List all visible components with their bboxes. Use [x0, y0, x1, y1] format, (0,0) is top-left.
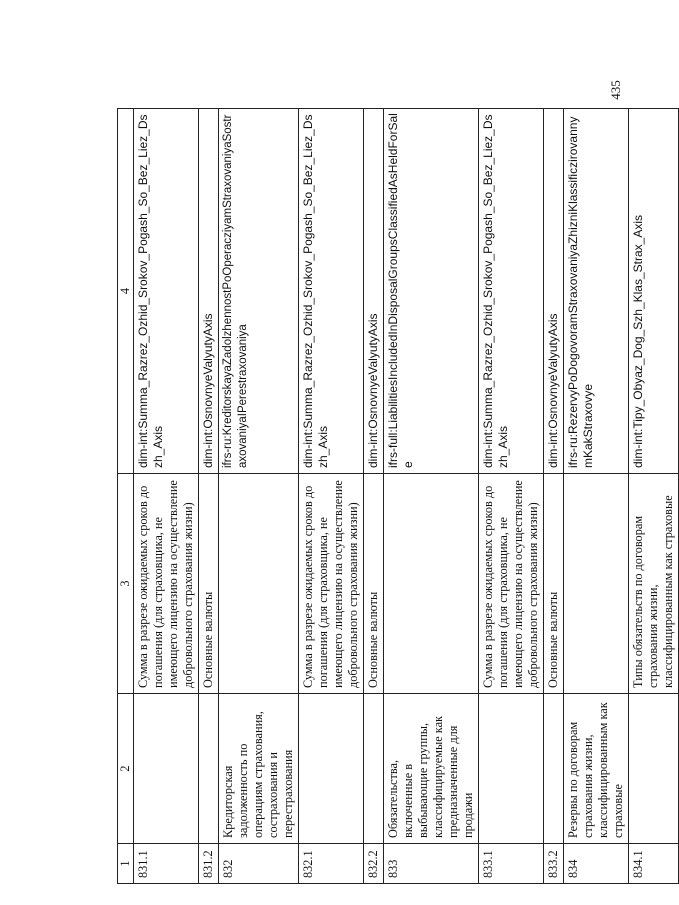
column-header-1: 1 [118, 844, 134, 884]
column-header-3: 3 [118, 474, 134, 694]
table-row [134, 109, 199, 884]
row-taxonomy-element: ifrs-ru:RezervyPoDogovoramStraxovaniyaZhizniKlassificzirovannymKakStraxovye [564, 109, 629, 474]
row-code: 831.2 [199, 844, 219, 884]
row-code: 833.1 [479, 844, 544, 884]
row-taxonomy-element: dim-int:OsnovnyeValyutyAxis [544, 109, 564, 474]
rotated-table-container [117, 109, 675, 884]
row-dimension-name: Основные валюты [199, 474, 219, 694]
row-name [629, 694, 679, 844]
row-code: 834 [564, 844, 629, 884]
row-name: Резервы по договорам страхования жизни, классифицированным как страховые [564, 694, 629, 844]
row-code: 832.1 [299, 844, 364, 884]
row-taxonomy-element: dim-int:OsnovnyeValyutyAxis [364, 109, 384, 474]
page-number: 435 [608, 80, 623, 100]
row-code: 833 [384, 844, 479, 884]
row-dimension-name: Сумма в разрезе ожидаемых сроков до погашения (для страховщика, не имеющего лицензию на осуществление добровольного страхования жизни) [299, 474, 364, 694]
row-name [364, 694, 384, 844]
row-taxonomy-element: ifrs-ru:KreditorskayaZadolzhennostPoOperacziyamStraxovaniyaSostraxovaniyaIPerestraxovaniya [219, 109, 299, 474]
row-dimension-name [564, 474, 629, 694]
table-row [199, 109, 219, 884]
row-dimension-name: Сумма в разрезе ожидаемых сроков до погашения (для страховщика, не имеющего лицензию на осуществление добровольного страхования жизни) [134, 474, 199, 694]
row-taxonomy-element: dim-int:Summa_Razrez_Ozhid_Srokov_Pogash_So_Bez_Liez_Dszh_Axis [479, 109, 544, 474]
row-name [299, 694, 364, 844]
column-header-4: 4 [118, 109, 134, 474]
table-row [479, 109, 544, 884]
row-name [199, 694, 219, 844]
row-dimension-name: Типы обязательств по договорам страхования жизни, классифицированным как страховые [629, 474, 679, 694]
row-taxonomy-element: dim-int:Summa_Razrez_Ozhid_Srokov_Pogash_So_Bez_Liez_Dszh_Axis [134, 109, 199, 474]
row-code: 834.1 [629, 844, 679, 884]
row-taxonomy-element: dim-int:OsnovnyeValyutyAxis [199, 109, 219, 474]
row-dimension-name [219, 474, 299, 694]
row-name [134, 694, 199, 844]
row-code: 832 [219, 844, 299, 884]
row-code: 833.2 [544, 844, 564, 884]
column-header-2: 2 [118, 694, 134, 844]
row-dimension-name: Основные валюты [544, 474, 564, 694]
row-code: 832.2 [364, 844, 384, 884]
row-dimension-name: Сумма в разрезе ожидаемых сроков до погашения (для страховщика, не имеющего лицензию на осуществление добровольного страхования жизни) [479, 474, 544, 694]
row-name [544, 694, 564, 844]
row-name [479, 694, 544, 844]
row-name: Кредиторская задолженность по операциям страхования, сострахования и перестрахования [219, 694, 299, 844]
row-name: Обязательства, включенные в выбывающие группы, классифицируемые как предназначенные для продажи [384, 694, 479, 844]
row-taxonomy-element: dim-int:Tipy_Obyaz_Dog_Szh_Klas_Strax_Axis [629, 109, 679, 474]
table-row [299, 109, 364, 884]
table-row [384, 109, 479, 884]
table-row [629, 109, 679, 884]
table-row [364, 109, 384, 884]
header-row [118, 109, 134, 884]
row-dimension-name [384, 474, 479, 694]
data-table [117, 108, 679, 884]
table-row [564, 109, 629, 884]
row-dimension-name: Основные валюты [364, 474, 384, 694]
table-row [219, 109, 299, 884]
row-code: 831.1 [134, 844, 199, 884]
row-taxonomy-element: ifrs-full:LiabilitiesIncludedInDisposalGroupsClassifiedAsHeldForSale [384, 109, 479, 474]
row-taxonomy-element: dim-int:Summa_Razrez_Ozhid_Srokov_Pogash_So_Bez_Liez_Dszh_Axis [299, 109, 364, 474]
table-row [544, 109, 564, 884]
